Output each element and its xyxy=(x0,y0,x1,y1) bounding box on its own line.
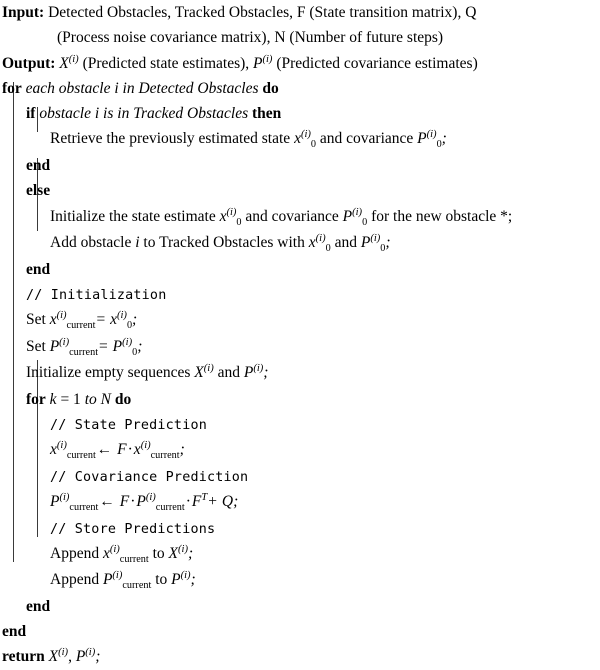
symbol-P-superscript: (i) xyxy=(352,206,363,218)
add-text-prefix: Add obstacle xyxy=(50,234,132,252)
add-text-mid: to Tracked Obstacles with xyxy=(143,234,305,252)
semicolon: ; xyxy=(263,364,269,382)
output-var-P-superscript: (i) xyxy=(262,53,273,65)
else-line xyxy=(0,178,600,203)
output-var-X: X xyxy=(59,54,69,72)
symbol-x-subscript: 0 xyxy=(310,139,317,151)
return-keyword: return xyxy=(2,648,45,666)
input-line xyxy=(0,0,600,25)
for-keyword: for xyxy=(2,79,22,97)
symbol-x-superscript: (i) xyxy=(56,310,67,322)
symbol-x-subscript: 0 xyxy=(126,320,133,332)
assignment-arrow: ← xyxy=(99,493,115,511)
symbol-x-subscript: 0 xyxy=(236,216,242,228)
input-text-continued: (Process noise covariance matrix), N (Number of future steps) xyxy=(57,29,444,47)
set-keyword: Set xyxy=(26,337,46,355)
output-line xyxy=(0,51,600,76)
append-keyword: Append xyxy=(50,571,100,589)
retrieve-text-mid: and covariance xyxy=(319,130,414,148)
dot-operator: · xyxy=(130,493,136,511)
semicolon: ; xyxy=(233,493,239,511)
dot-operator: · xyxy=(185,493,191,511)
symbol-x-subscript-current: current xyxy=(119,553,149,565)
append-to-keyword: to xyxy=(152,544,165,562)
symbol-X-superscript: (i) xyxy=(203,363,214,375)
symbol-P: P xyxy=(49,337,60,355)
if-condition: obstacle i is in Tracked Obstacles xyxy=(39,105,249,123)
symbol-P-subscript: 0 xyxy=(436,139,442,151)
symbol-P: P xyxy=(243,364,254,382)
dot-operator: · xyxy=(127,441,133,459)
symbol-P-subscript: 0 xyxy=(380,243,386,255)
symbol-x-superscript: (i) xyxy=(140,440,151,452)
symbol-X: X xyxy=(194,364,204,382)
end-keyword: end xyxy=(2,623,27,641)
semicolon: ; xyxy=(441,130,447,148)
equals-operator: = xyxy=(96,311,106,329)
comment-covariance-prediction: // Covariance Prediction xyxy=(50,469,249,485)
output-var-X-superscript: (i) xyxy=(68,53,79,65)
symbol-P-superscript: (i) xyxy=(112,570,123,582)
set-p-current-line xyxy=(0,334,600,361)
symbol-x: x xyxy=(50,441,57,459)
end-else-line xyxy=(0,257,600,282)
symbol-P-superscript: (i) xyxy=(59,491,70,503)
symbol-P-superscript: (i) xyxy=(122,336,133,348)
end-keyword: end xyxy=(26,156,51,174)
symbol-x: x xyxy=(219,207,227,225)
symbol-P-superscript: (i) xyxy=(85,647,96,659)
symbol-x-superscript: (i) xyxy=(300,129,311,141)
loop-variable-k: k xyxy=(49,390,57,408)
assignment-arrow: ← xyxy=(96,441,113,459)
for-each-obstacle-condition: each obstacle i in Detected Obstacles xyxy=(25,79,259,97)
semicolon: ; xyxy=(190,571,196,589)
output-var-P: P xyxy=(253,54,263,72)
symbol-P-superscript: (i) xyxy=(59,336,70,348)
symbol-P-superscript: (i) xyxy=(145,491,156,503)
comment-initialization-line xyxy=(0,282,600,307)
comment-initialization: // Initialization xyxy=(26,287,167,303)
symbol-P: P xyxy=(102,571,113,589)
to-keyword: to xyxy=(84,390,97,408)
symbol-P-subscript-current: current xyxy=(155,502,185,514)
symbol-P-subscript-current: current xyxy=(122,580,152,592)
initialize-sequences-line xyxy=(0,360,600,387)
symbol-P-subscript: 0 xyxy=(362,216,368,228)
initialize-sequences-and: and xyxy=(217,364,240,382)
symbol-x: x xyxy=(133,441,141,459)
semicolon: ; xyxy=(385,234,391,252)
for-keyword: for xyxy=(26,390,46,408)
output-desc-P: (Predicted covariance estimates) xyxy=(276,54,478,72)
initialize-sequences-text: Initialize empty sequences xyxy=(26,364,191,382)
do-keyword: do xyxy=(114,390,132,408)
symbol-F-transpose-superscript: T xyxy=(201,491,208,503)
output-label: Output: xyxy=(2,54,56,72)
symbol-x: x xyxy=(102,544,110,562)
symbol-P-superscript: (i) xyxy=(370,232,381,244)
symbol-x: x xyxy=(110,311,117,329)
end-if-line xyxy=(0,153,600,178)
symbol-P-superscript: (i) xyxy=(253,363,264,375)
append-to-keyword: to xyxy=(155,571,168,589)
symbol-F: F xyxy=(191,493,202,511)
symbol-x-superscript: (i) xyxy=(226,206,237,218)
initialize-text-prefix: Initialize the state estimate xyxy=(50,207,216,225)
comma: , xyxy=(68,648,72,666)
comment-store-predictions: // Store Predictions xyxy=(50,521,216,537)
loop-end-value-N: N xyxy=(100,390,111,408)
state-prediction-equation-line xyxy=(0,437,600,464)
symbol-P: P xyxy=(417,130,427,148)
semicolon: ; xyxy=(95,648,101,666)
symbol-P: P xyxy=(360,234,371,252)
symbol-P-subscript: 0 xyxy=(132,346,138,358)
symbol-P: P xyxy=(171,571,181,589)
if-keyword: if xyxy=(26,105,36,123)
end-keyword: end xyxy=(26,260,51,278)
input-text: Detected Obstacles, Tracked Obstacles, F (State transition matrix), Q xyxy=(48,4,477,21)
symbol-P: P xyxy=(50,493,60,511)
append-x-line xyxy=(0,541,600,568)
symbol-Q: Q xyxy=(221,493,234,511)
add-text-and: and xyxy=(334,234,357,252)
symbol-F: F xyxy=(119,493,130,511)
symbol-x-subscript: 0 xyxy=(325,243,331,255)
semicolon: ; xyxy=(187,544,194,562)
symbol-P-superscript: (i) xyxy=(180,570,191,582)
symbol-X-superscript: (i) xyxy=(178,543,188,555)
add-obstacle-line xyxy=(0,230,600,257)
symbol-x-superscript: (i) xyxy=(315,232,326,244)
add-obstacle-index: i xyxy=(135,234,140,252)
comment-state-prediction-line xyxy=(0,412,600,437)
symbol-x: x xyxy=(49,311,57,329)
semicolon: ; xyxy=(179,441,185,459)
output-desc-X: (Predicted state estimates), xyxy=(82,54,250,72)
end-inner-for-line xyxy=(0,594,600,619)
symbol-P: P xyxy=(112,337,123,355)
retrieve-state-line xyxy=(0,126,600,153)
symbol-P-subscript-current: current xyxy=(69,502,99,514)
input-label: Input: xyxy=(2,4,45,21)
symbol-x-subscript-current: current xyxy=(66,450,96,462)
initialize-state-line xyxy=(0,204,600,231)
symbol-x: x xyxy=(308,234,316,252)
do-keyword: do xyxy=(262,79,279,97)
symbol-X: X xyxy=(168,544,179,562)
set-x-current-line xyxy=(0,307,600,334)
semicolon: ; xyxy=(132,311,138,329)
semicolon: ; xyxy=(137,337,143,355)
loop-start-value: = 1 xyxy=(60,390,81,408)
symbol-x-subscript-current: current xyxy=(66,320,96,332)
end-outer-for-line xyxy=(0,619,600,644)
plus-operator: + xyxy=(208,493,217,511)
symbol-F: F xyxy=(117,441,127,459)
symbol-P-subscript-current: current xyxy=(69,346,99,358)
input-line-continued xyxy=(0,25,600,50)
symbol-x-superscript: (i) xyxy=(56,440,67,452)
symbol-x-subscript-current: current xyxy=(150,450,180,462)
append-p-line xyxy=(0,567,600,594)
else-keyword: else xyxy=(26,182,51,200)
initialize-text-suffix: for the new obstacle *; xyxy=(371,207,513,225)
symbol-P: P xyxy=(75,648,86,666)
symbol-P: P xyxy=(342,207,353,225)
symbol-x: x xyxy=(294,130,301,148)
comment-store-predictions-line xyxy=(0,516,600,541)
equals-operator: = xyxy=(99,337,108,355)
symbol-X: X xyxy=(48,648,59,666)
if-tracked-line xyxy=(0,101,600,126)
end-keyword: end xyxy=(26,597,51,615)
retrieve-text-prefix: Retrieve the previously estimated state xyxy=(50,130,291,148)
covariance-prediction-equation-line xyxy=(0,489,600,516)
symbol-X-superscript: (i) xyxy=(58,647,69,659)
symbol-x-superscript: (i) xyxy=(109,543,120,555)
return-line xyxy=(0,644,600,669)
symbol-x-superscript: (i) xyxy=(116,310,127,322)
for-each-obstacle-line xyxy=(0,76,600,101)
comment-covariance-prediction-line xyxy=(0,464,600,489)
symbol-P: P xyxy=(136,493,146,511)
comment-state-prediction: // State Prediction xyxy=(50,417,207,433)
set-keyword: Set xyxy=(26,311,46,329)
then-keyword: then xyxy=(252,105,282,123)
append-keyword: Append xyxy=(50,544,100,562)
symbol-P-superscript: (i) xyxy=(426,129,437,141)
for-k-line xyxy=(0,387,600,412)
initialize-text-mid: and covariance xyxy=(245,207,339,225)
